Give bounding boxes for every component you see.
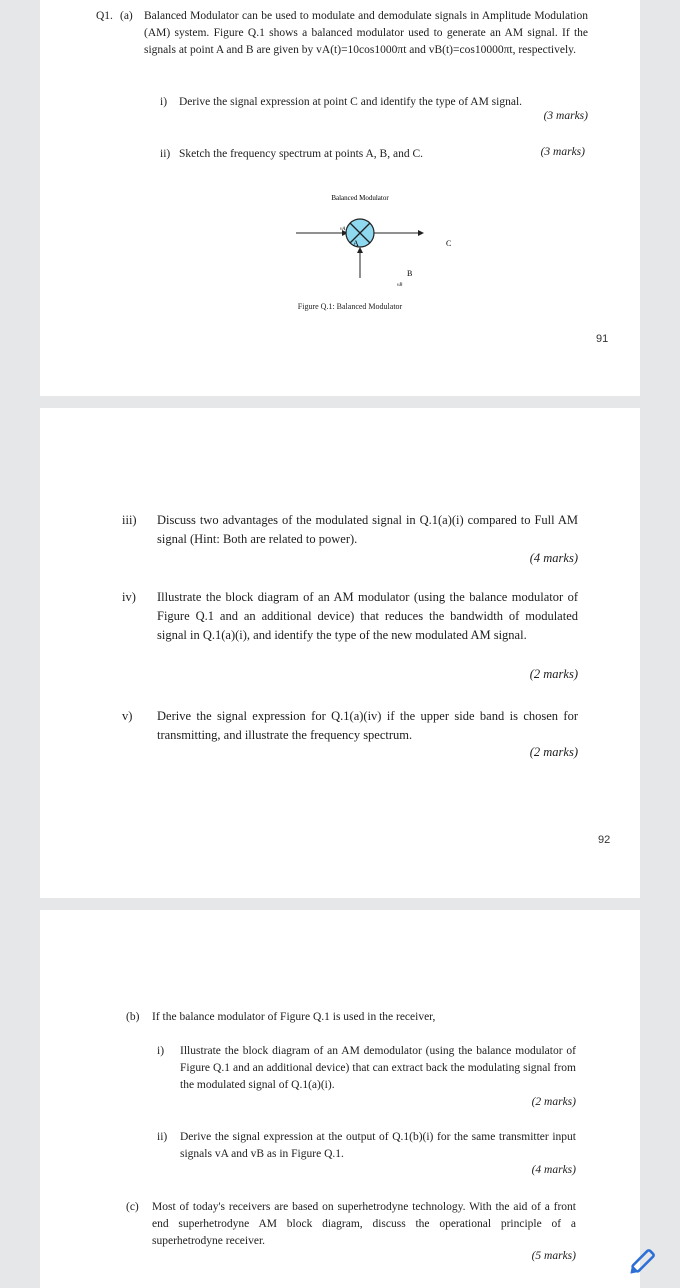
sub-iii-text: Discuss two advantages of the modulated signal in Q.1(a)(i) compared to Full AM signal (Hint: Both are related to power).	[157, 513, 578, 546]
label-a: A	[353, 239, 359, 248]
question-number: Q1.	[96, 10, 113, 22]
part-c-label: (c)	[126, 1201, 139, 1213]
sub-i-marks: (3 marks)	[543, 110, 588, 122]
part-c-marks: (5 marks)	[531, 1250, 576, 1262]
part-a-label: (a)	[120, 10, 133, 22]
label-vb: vB	[397, 283, 403, 288]
sub-i-text: Derive the signal expression at point C and identify the type of AM signal.	[179, 96, 523, 108]
balanced-modulator-figure	[280, 186, 452, 292]
sub-bi-text: Illustrate the block diagram of an AM demodulator (using the balance modulator of Figure Q.1 and an additional device) that can extract back the modulating signal from the modulated signal of Q.1(a)(i).	[180, 1045, 576, 1091]
sub-v-text: Derive the signal expression for Q.1(a)(iv) if the upper side band is chosen for transmitting, and illustrate the frequency spectrum.	[157, 709, 578, 742]
label-va: vA	[340, 227, 346, 232]
sub-v-label: v)	[122, 709, 133, 723]
pencil-icon	[624, 1246, 658, 1280]
sub-bi-marks: (2 marks)	[531, 1096, 576, 1108]
part-b-label: (b)	[126, 1011, 140, 1023]
sub-iv-label: iv)	[122, 590, 136, 604]
output-c-arrow	[418, 230, 424, 236]
sub-ii-label: ii)	[160, 148, 171, 160]
sub-bii-marks: (4 marks)	[531, 1164, 576, 1176]
figure-caption: Figure Q.1: Balanced Modulator	[297, 302, 403, 311]
sub-iv-text: Illustrate the block diagram of an AM modulator (using the balance modulator of Figure Q.1 and an additional device) that reduces the bandwidth of modulated signal in Q.1(a)(i), and identify the type of the new modulated AM signal.	[157, 590, 578, 642]
document-page-1	[40, 0, 640, 396]
sub-iv-marks: (2 marks)	[529, 667, 578, 681]
sub-bii-text: Derive the signal expression at the output of Q.1(b)(i) for the same transmitter input signals vA and vB as in Figure Q.1.	[180, 1131, 576, 1160]
part-c-text: Most of today's receivers are based on superhetrodyne technology. With the aid of a front end superhetrodyne AM block diagram, discuss the operational principle of a superhetrodyne receiver.	[152, 1201, 576, 1247]
sub-bii-label: ii)	[157, 1131, 168, 1143]
edit-pencil-button[interactable]	[624, 1246, 658, 1280]
document-page-3	[40, 910, 640, 1288]
part-a-text: Balanced Modulator can be used to modulate and demodulate signals in Amplitude Modulation (AM) system. Figure Q.1 shows a balanced modulator used to generate an AM signal. If the signals at point A and B are given by vA(t)=10cos1000πt and vB(t)=cos10000πt, respectively.	[144, 10, 588, 56]
page-number-91: 91	[596, 333, 609, 345]
sub-iii-marks: (4 marks)	[529, 551, 578, 565]
sub-iii-label: iii)	[122, 513, 137, 527]
page-number-92: 92	[598, 834, 611, 846]
sub-bi-label: i)	[157, 1045, 165, 1057]
sub-ii-marks: (3 marks)	[540, 146, 585, 158]
sub-v-marks: (2 marks)	[529, 745, 578, 759]
label-c: C	[446, 239, 452, 248]
sub-ii-text: Sketch the frequency spectrum at points A, B, and C.	[179, 148, 424, 160]
document-page-2	[40, 408, 640, 898]
part-b-text: If the balance modulator of Figure Q.1 is used in the receiver,	[152, 1011, 436, 1023]
figure-title: Balanced Modulator	[331, 194, 389, 202]
label-b: B	[407, 269, 413, 278]
sub-i-label: i)	[160, 96, 168, 108]
